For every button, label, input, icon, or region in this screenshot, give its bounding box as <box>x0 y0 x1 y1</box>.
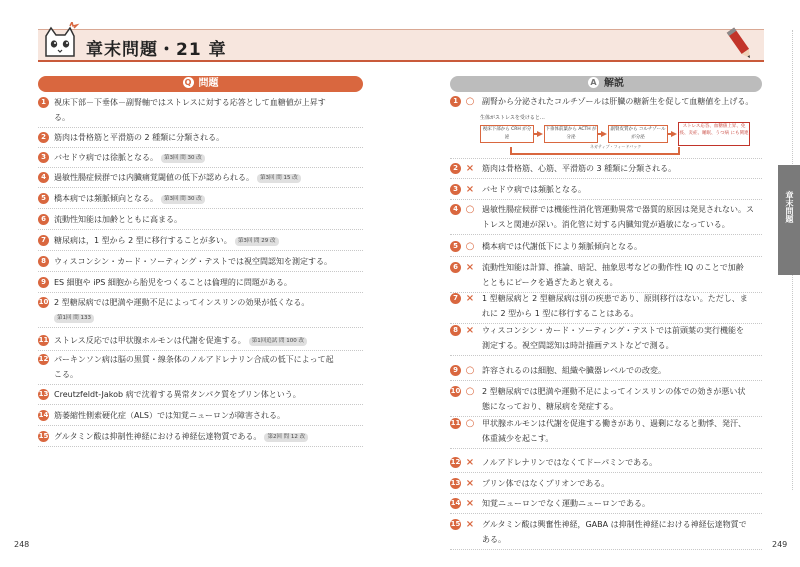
question-number-badge: 10 <box>38 298 49 306</box>
answer-number-badge: 12 <box>450 458 461 466</box>
question-divider <box>38 327 363 328</box>
answer-divider <box>450 355 762 356</box>
answers-heading-label: 解説 <box>604 78 624 89</box>
question-divider <box>38 404 363 405</box>
question-text-line: こる。 <box>54 370 78 379</box>
answer-text <box>482 496 762 511</box>
question-text-line: 2 型糖尿病では肥満や運動不足によってインスリンの効果が低くなる。 <box>54 298 310 307</box>
question-number-badge: 13 <box>38 390 49 398</box>
question-text <box>54 387 358 402</box>
exam-reference-tag: 第1回追試 問 100 改 <box>249 337 307 346</box>
answer-text-line: 知覚ニューロンでなく運動ニューロンである。 <box>482 499 650 508</box>
question-divider <box>38 127 363 128</box>
diagram-lead-text: 生体がストレスを受けると… <box>480 115 545 121</box>
header-bottom-rule <box>38 60 764 62</box>
question-text <box>54 95 358 125</box>
answer-text-line: 副腎から分泌されたコルチゾールは肝臓の糖新生を促して血糖値を上げる。 <box>482 97 754 106</box>
answer-text <box>482 416 762 446</box>
answer-number-badge: 6 <box>450 262 461 273</box>
answer-text <box>482 161 762 176</box>
answer-text-line: 1 型糖尿病と 2 型糖尿病は別の疾患であり、原則移行はない。ただし、ま <box>482 294 748 303</box>
question-text-line: 筋肉は骨格筋と平滑筋の 2 種類に分類される。 <box>54 133 225 142</box>
question-number-badge: 1 <box>38 97 49 108</box>
answer-number-badge: 1 <box>450 96 461 107</box>
answer-text-line: 過敏性腸症候群では機能性消化管運動異常で器質的原因は発見されない。ス <box>482 205 754 214</box>
question-text-line: ストレス反応では甲状腺ホルモンは代謝を促進する。 第1回追試 問 100 改 <box>54 333 358 348</box>
question-divider <box>38 350 363 351</box>
question-number-badge: 15 <box>38 432 49 440</box>
question-text <box>54 295 358 325</box>
exam-reference-tag: 第3回 問 15 改 <box>257 174 301 183</box>
correct-mark-icon: ○ <box>465 386 475 397</box>
incorrect-mark-icon: × <box>465 325 475 336</box>
question-text <box>54 352 358 382</box>
answer-divider <box>450 380 762 381</box>
question-number-badge: 5 <box>38 193 49 204</box>
answer-divider <box>450 493 762 494</box>
question-text-line: 糖尿病は，1 型から 2 型に移行することが多い。 第3回 問 29 改 <box>54 233 358 248</box>
answers-heading <box>450 76 762 92</box>
answer-text <box>482 517 762 547</box>
question-text <box>54 233 358 248</box>
feedback-label: ネガティブ・フィードバック <box>590 144 642 149</box>
question-text-line: グルタミン酸は抑制性神経における神経伝達物質である。 第2回 問 12 改 <box>54 429 358 444</box>
question-divider <box>38 250 363 251</box>
answer-divider <box>450 513 762 514</box>
question-number-badge: 14 <box>38 411 49 419</box>
question-text-line: 流動性知能は加齢とともに高まる。 <box>54 215 182 224</box>
question-text <box>54 275 358 290</box>
side-tab-label: 章末問題 <box>785 191 794 223</box>
answer-text-line: 筋肉は骨格筋、心筋、平滑筋の 3 種類に分類される。 <box>482 164 677 173</box>
questions-heading-label: 問題 <box>198 78 219 89</box>
answer-number-badge: 2 <box>450 163 461 174</box>
answer-text-line: ウィスコンシン・カード・ソーティング・テストでは前頭葉の実行機能を <box>482 326 744 335</box>
answer-text-line: 橋本病では代謝低下により頻脈傾向となる。 <box>482 242 642 251</box>
answer-text <box>482 94 762 109</box>
answer-text-line: 流動性知能は計算、推論、暗記、抽象思考などの動作性 IQ のことで加齢 <box>482 263 744 272</box>
answer-number-badge: 8 <box>450 325 461 336</box>
answer-divider <box>450 256 762 257</box>
answer-text-line: グルタミン酸は興奮性神経，GABA は抑制性神経における神経伝達物質で <box>482 520 747 529</box>
answer-number-badge: 11 <box>450 419 461 427</box>
stress-response-diagram <box>480 114 770 160</box>
diagram-box-hypothalamus: 視床下部から CRH が分泌 <box>480 125 534 143</box>
cat-mascot-icon <box>40 22 80 62</box>
answer-number-badge: 7 <box>450 293 461 304</box>
pencil-icon <box>722 22 762 64</box>
question-divider <box>38 208 363 209</box>
question-number-badge: 8 <box>38 256 49 267</box>
answer-text <box>482 239 762 254</box>
answer-divider <box>450 199 762 200</box>
answer-text <box>482 260 762 290</box>
question-text <box>54 333 358 348</box>
diagram-box-adrenal: 副腎皮質から コルチゾールが分泌 <box>608 125 668 143</box>
question-divider <box>38 425 363 426</box>
answer-number-badge: 15 <box>450 520 461 528</box>
correct-mark-icon: ○ <box>465 241 475 252</box>
diagram-arrow-2-icon <box>601 131 607 137</box>
answer-text-line: 甲状腺ホルモンは代謝を促進する働きがあり、過剰になると動悸、発汗、 <box>482 419 746 428</box>
answer-divider <box>450 178 762 179</box>
page-number-left: 248 <box>14 540 30 549</box>
answer-text-line: 態になっており、糖尿病を発症する。 <box>482 402 618 411</box>
answer-divider <box>450 549 762 550</box>
answer-text-line: 測定する。視空間認知は時計描画テストなどで測る。 <box>482 341 674 350</box>
question-text <box>54 150 358 165</box>
question-text-line: る。 <box>54 113 70 122</box>
answer-number-badge: 5 <box>450 241 461 252</box>
page-number-right: 249 <box>772 540 788 549</box>
answer-text-line: トレスと関連が深い。消化管に対する内臓知覚が過敏になっている。 <box>482 220 730 229</box>
answer-divider <box>450 448 762 449</box>
question-text <box>54 170 358 185</box>
questions-heading <box>38 76 363 92</box>
answer-text-line: れに 2 型から 1 型に移行することはある。 <box>482 309 639 318</box>
incorrect-mark-icon: × <box>465 498 475 509</box>
incorrect-mark-icon: × <box>465 478 475 489</box>
answer-text <box>482 363 762 378</box>
question-text-line: ES 細胞や iPS 細胞から胎児をつくることは倫理的に問題がある。 <box>54 278 292 287</box>
question-text-line: ウィスコンシン・カード・ソーティング・テストでは視空間認知を測定する。 <box>54 257 332 266</box>
answer-text <box>482 202 762 232</box>
answer-divider <box>450 472 762 473</box>
correct-mark-icon: ○ <box>465 365 475 376</box>
question-text-line: Creutzfeldt-Jakob 病で沈着する異常タンパク質をプリン体という。 <box>54 390 301 399</box>
question-text-line: パーキンソン病は脳の黒質・線条体のノルアドレナリン合成の低下によって起 <box>54 355 334 364</box>
answer-text-line: バセドウ病では頻脈となる。 <box>482 185 586 194</box>
exam-reference-tag: 第3回 問 30 改 <box>161 154 205 163</box>
incorrect-mark-icon: × <box>465 293 475 304</box>
correct-mark-icon: ○ <box>465 204 475 215</box>
question-divider <box>38 167 363 168</box>
question-number-badge: 3 <box>38 152 49 163</box>
answer-number-badge: 9 <box>450 365 461 376</box>
correct-mark-icon: ○ <box>465 96 475 107</box>
diagram-box-pituitary: 下垂体前葉から ACTH が分泌 <box>544 125 598 143</box>
question-number-badge: 7 <box>38 235 49 246</box>
exam-reference-tag: 第1回 問 133 <box>54 314 94 323</box>
question-text <box>54 212 358 227</box>
answer-number-badge: 10 <box>450 387 461 395</box>
answer-text-line: ある。 <box>482 535 506 544</box>
answer-text <box>482 476 762 491</box>
question-text-line: 橋本病では頻脈傾向となる。 第3回 問 30 改 <box>54 191 358 206</box>
question-number-badge: 6 <box>38 214 49 225</box>
answer-text <box>482 323 762 353</box>
question-text-line: 過敏性腸症候群では内臓痛覚閾値の低下が認められる。 第3回 問 15 改 <box>54 170 358 185</box>
question-number-badge: 9 <box>38 277 49 288</box>
question-number-badge: 12 <box>38 355 49 363</box>
question-divider <box>38 147 363 148</box>
diagram-arrow-1-icon <box>537 131 543 137</box>
diagram-arrow-3-icon <box>671 131 677 137</box>
answer-badge-icon: A <box>588 77 599 88</box>
answer-number-badge: 3 <box>450 184 461 195</box>
exam-reference-tag: 第3回 問 30 改 <box>161 195 205 204</box>
question-number-badge: 2 <box>38 132 49 143</box>
question-divider <box>38 229 363 230</box>
answer-text-line: 許容されるのは細胞、組織や臓器レベルでの改変。 <box>482 366 666 375</box>
answer-text-line: 体重減少を起こす。 <box>482 434 554 443</box>
incorrect-mark-icon: × <box>465 184 475 195</box>
question-divider <box>38 384 363 385</box>
correct-mark-icon: ○ <box>465 418 475 429</box>
answer-text <box>482 291 762 321</box>
answer-divider <box>450 234 762 235</box>
question-number-badge: 11 <box>38 336 49 344</box>
answer-text <box>482 384 762 414</box>
answer-text-line: ノルアドレナリンではなくてドーパミンである。 <box>482 458 658 467</box>
question-number-badge: 4 <box>38 172 49 183</box>
question-text <box>54 408 358 423</box>
question-text-line: バセドウ病では徐脈となる。 第3回 問 30 改 <box>54 150 358 165</box>
answer-text <box>482 182 762 197</box>
question-divider <box>38 292 363 293</box>
question-divider <box>38 187 363 188</box>
question-text-line: 視床下部－下垂体－副腎軸ではストレスに対する応答として血糖値が上昇す <box>54 98 326 107</box>
question-text-line: 筋萎縮性側索硬化症（ALS）では知覚ニューロンが障害される。 <box>54 411 286 420</box>
answer-text-line: 2 型糖尿病では肥満や運動不足によってインスリンの体での効きが悪い状 <box>482 387 746 396</box>
diagram-box-stress-response: ストレス応答、血糖値上昇、免疫、炎症、睡眠、うつ病 にも関連 <box>678 122 750 146</box>
question-text <box>54 191 358 206</box>
incorrect-mark-icon: × <box>465 457 475 468</box>
incorrect-mark-icon: × <box>465 262 475 273</box>
question-text <box>54 254 358 269</box>
chapter-title: 章末問題・21 章 <box>86 40 227 60</box>
incorrect-mark-icon: × <box>465 163 475 174</box>
exam-reference-tag: 第3回 問 29 改 <box>235 237 279 246</box>
answer-number-badge: 14 <box>450 499 461 507</box>
question-text <box>54 429 358 444</box>
answer-text-line: とともにピークを過ぎたあと衰える。 <box>482 278 618 287</box>
question-divider <box>38 446 363 447</box>
chapter-side-tab <box>778 165 800 275</box>
exam-reference-tag: 第2回 問 12 改 <box>264 433 308 442</box>
incorrect-mark-icon: × <box>465 519 475 530</box>
question-divider <box>38 271 363 272</box>
question-badge-icon: Q <box>183 77 194 88</box>
question-text <box>54 130 358 145</box>
answer-number-badge: 4 <box>450 204 461 215</box>
answer-text <box>482 455 762 470</box>
answer-text-line: プリン体ではなくプリオンである。 <box>482 479 610 488</box>
answer-number-badge: 13 <box>450 479 461 487</box>
